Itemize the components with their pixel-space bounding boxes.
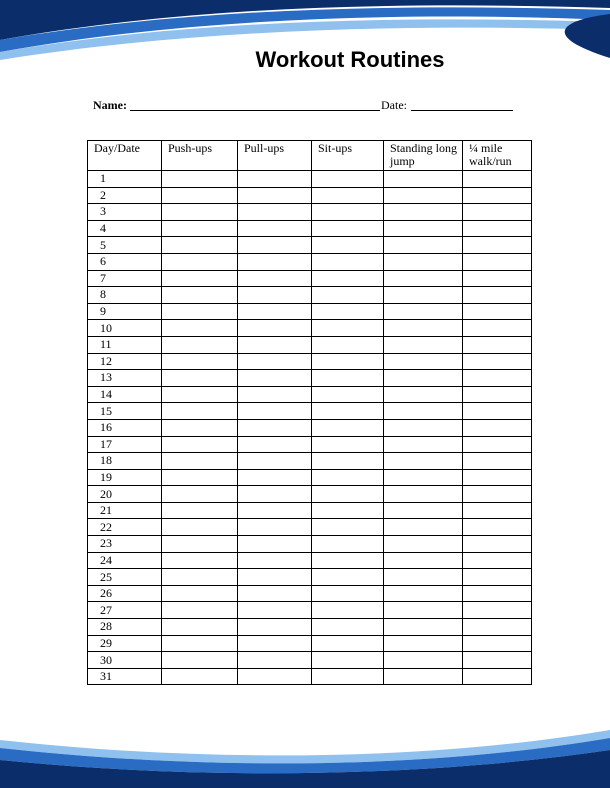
day-number-cell: 13 <box>88 370 162 387</box>
quarter-mile-cell[interactable] <box>463 469 532 486</box>
pull-ups-cell[interactable] <box>238 237 312 254</box>
day-number-cell: 23 <box>88 536 162 553</box>
table-row <box>88 353 532 370</box>
standing-long-jump-cell[interactable] <box>384 336 463 353</box>
table-row <box>88 619 532 636</box>
push-ups-cell[interactable] <box>162 403 238 420</box>
standing-long-jump-cell[interactable] <box>384 353 463 370</box>
header-day-date: Day/Date <box>88 141 162 171</box>
quarter-mile-cell[interactable] <box>463 336 532 353</box>
day-number-cell: 26 <box>88 585 162 602</box>
standing-long-jump-cell[interactable] <box>384 320 463 337</box>
push-ups-cell[interactable] <box>162 536 238 553</box>
day-number-cell: 14 <box>88 386 162 403</box>
sit-ups-cell[interactable] <box>312 171 384 188</box>
standing-long-jump-cell[interactable] <box>384 635 463 652</box>
sit-ups-cell[interactable] <box>312 204 384 221</box>
sit-ups-cell[interactable] <box>312 668 384 685</box>
standing-long-jump-cell[interactable] <box>384 204 463 221</box>
quarter-mile-cell[interactable] <box>463 453 532 470</box>
standing-long-jump-cell[interactable] <box>384 403 463 420</box>
workout-log-table <box>87 140 532 685</box>
pull-ups-cell[interactable] <box>238 187 312 204</box>
push-ups-cell[interactable] <box>162 220 238 237</box>
pull-ups-cell[interactable] <box>238 287 312 304</box>
sit-ups-cell[interactable] <box>312 652 384 669</box>
pull-ups-cell[interactable] <box>238 453 312 470</box>
pull-ups-cell[interactable] <box>238 386 312 403</box>
push-ups-cell[interactable] <box>162 336 238 353</box>
table-row <box>88 469 532 486</box>
push-ups-cell[interactable] <box>162 187 238 204</box>
sit-ups-cell[interactable] <box>312 436 384 453</box>
table-row <box>88 569 532 586</box>
day-number-cell: 19 <box>88 469 162 486</box>
push-ups-cell[interactable] <box>162 453 238 470</box>
push-ups-cell[interactable] <box>162 253 238 270</box>
quarter-mile-cell[interactable] <box>463 569 532 586</box>
sit-ups-cell[interactable] <box>312 602 384 619</box>
day-number-cell: 22 <box>88 519 162 536</box>
day-number-cell: 27 <box>88 602 162 619</box>
standing-long-jump-cell[interactable] <box>384 469 463 486</box>
sit-ups-cell[interactable] <box>312 336 384 353</box>
sit-ups-cell[interactable] <box>312 585 384 602</box>
table-row <box>88 237 532 254</box>
sit-ups-cell[interactable] <box>312 253 384 270</box>
quarter-mile-cell[interactable] <box>463 403 532 420</box>
sit-ups-cell[interactable] <box>312 303 384 320</box>
push-ups-cell[interactable] <box>162 320 238 337</box>
push-ups-cell[interactable] <box>162 635 238 652</box>
push-ups-cell[interactable] <box>162 270 238 287</box>
sit-ups-cell[interactable] <box>312 619 384 636</box>
day-number-cell: 9 <box>88 303 162 320</box>
day-number-cell: 29 <box>88 635 162 652</box>
pull-ups-cell[interactable] <box>238 336 312 353</box>
pull-ups-cell[interactable] <box>238 602 312 619</box>
standing-long-jump-cell[interactable] <box>384 436 463 453</box>
pull-ups-cell[interactable] <box>238 635 312 652</box>
day-number-cell: 4 <box>88 220 162 237</box>
header-pull-ups: Pull-ups <box>238 141 312 171</box>
standing-long-jump-cell[interactable] <box>384 220 463 237</box>
day-number-cell: 12 <box>88 353 162 370</box>
pull-ups-cell[interactable] <box>238 204 312 221</box>
push-ups-cell[interactable] <box>162 303 238 320</box>
day-number-cell: 5 <box>88 237 162 254</box>
quarter-mile-cell[interactable] <box>463 502 532 519</box>
quarter-mile-cell[interactable] <box>463 171 532 188</box>
quarter-mile-cell[interactable] <box>463 253 532 270</box>
push-ups-cell[interactable] <box>162 486 238 503</box>
day-number-cell: 2 <box>88 187 162 204</box>
quarter-mile-cell[interactable] <box>463 486 532 503</box>
day-number-cell: 1 <box>88 171 162 188</box>
pull-ups-cell[interactable] <box>238 469 312 486</box>
push-ups-cell[interactable] <box>162 469 238 486</box>
pull-ups-cell[interactable] <box>238 171 312 188</box>
table-row <box>88 270 532 287</box>
day-number-cell: 15 <box>88 403 162 420</box>
day-number-cell: 25 <box>88 569 162 586</box>
standing-long-jump-cell[interactable] <box>384 502 463 519</box>
pull-ups-cell[interactable] <box>238 270 312 287</box>
quarter-mile-cell[interactable] <box>463 652 532 669</box>
standing-long-jump-cell[interactable] <box>384 187 463 204</box>
name-field-line[interactable] <box>130 110 380 111</box>
day-number-cell: 7 <box>88 270 162 287</box>
sit-ups-cell[interactable] <box>312 220 384 237</box>
day-number-cell: 24 <box>88 552 162 569</box>
push-ups-cell[interactable] <box>162 652 238 669</box>
table-row <box>88 336 532 353</box>
push-ups-cell[interactable] <box>162 585 238 602</box>
standing-long-jump-cell[interactable] <box>384 486 463 503</box>
date-label: Date: <box>381 98 407 112</box>
table-row <box>88 652 532 669</box>
day-number-cell: 3 <box>88 204 162 221</box>
sit-ups-cell[interactable] <box>312 635 384 652</box>
pull-ups-cell[interactable] <box>238 370 312 387</box>
quarter-mile-cell[interactable] <box>463 320 532 337</box>
header-sit-ups: Sit-ups <box>312 141 384 171</box>
standing-long-jump-cell[interactable] <box>384 237 463 254</box>
table-row <box>88 502 532 519</box>
quarter-mile-cell[interactable] <box>463 270 532 287</box>
sit-ups-cell[interactable] <box>312 403 384 420</box>
day-number-cell: 6 <box>88 253 162 270</box>
standing-long-jump-cell[interactable] <box>384 552 463 569</box>
quarter-mile-cell[interactable] <box>463 287 532 304</box>
sit-ups-cell[interactable] <box>312 453 384 470</box>
sit-ups-cell[interactable] <box>312 569 384 586</box>
table-body <box>88 171 532 685</box>
header-push-ups: Push-ups <box>162 141 238 171</box>
standing-long-jump-cell[interactable] <box>384 386 463 403</box>
table-row <box>88 668 532 685</box>
standing-long-jump-cell[interactable] <box>384 253 463 270</box>
pull-ups-cell[interactable] <box>238 353 312 370</box>
pull-ups-cell[interactable] <box>238 668 312 685</box>
day-number-cell: 11 <box>88 336 162 353</box>
quarter-mile-cell[interactable] <box>463 619 532 636</box>
quarter-mile-cell[interactable] <box>463 668 532 685</box>
quarter-mile-cell[interactable] <box>463 602 532 619</box>
pull-ups-cell[interactable] <box>238 502 312 519</box>
sit-ups-cell[interactable] <box>312 370 384 387</box>
sit-ups-cell[interactable] <box>312 486 384 503</box>
standing-long-jump-cell[interactable] <box>384 270 463 287</box>
day-number-cell: 10 <box>88 320 162 337</box>
pull-ups-cell[interactable] <box>238 569 312 586</box>
table-row <box>88 486 532 503</box>
sit-ups-cell[interactable] <box>312 552 384 569</box>
day-number-cell: 31 <box>88 668 162 685</box>
push-ups-cell[interactable] <box>162 552 238 569</box>
sit-ups-cell[interactable] <box>312 469 384 486</box>
day-number-cell: 30 <box>88 652 162 669</box>
date-field-line[interactable] <box>411 110 513 111</box>
name-label: Name: <box>93 98 127 112</box>
pull-ups-cell[interactable] <box>238 552 312 569</box>
push-ups-cell[interactable] <box>162 370 238 387</box>
push-ups-cell[interactable] <box>162 519 238 536</box>
standing-long-jump-cell[interactable] <box>384 536 463 553</box>
day-number-cell: 18 <box>88 453 162 470</box>
push-ups-cell[interactable] <box>162 668 238 685</box>
table-header-row <box>88 141 532 171</box>
bottom-swoosh-decoration <box>0 718 610 788</box>
push-ups-cell[interactable] <box>162 386 238 403</box>
quarter-mile-cell[interactable] <box>463 204 532 221</box>
push-ups-cell[interactable] <box>162 419 238 436</box>
quarter-mile-cell[interactable] <box>463 386 532 403</box>
table-row <box>88 370 532 387</box>
quarter-mile-cell[interactable] <box>463 635 532 652</box>
push-ups-cell[interactable] <box>162 436 238 453</box>
quarter-mile-cell[interactable] <box>463 585 532 602</box>
pull-ups-cell[interactable] <box>238 519 312 536</box>
standing-long-jump-cell[interactable] <box>384 370 463 387</box>
pull-ups-cell[interactable] <box>238 303 312 320</box>
sit-ups-cell[interactable] <box>312 353 384 370</box>
sit-ups-cell[interactable] <box>312 270 384 287</box>
standing-long-jump-cell[interactable] <box>384 453 463 470</box>
sit-ups-cell[interactable] <box>312 320 384 337</box>
day-number-cell: 21 <box>88 502 162 519</box>
standing-long-jump-cell[interactable] <box>384 287 463 304</box>
sit-ups-cell[interactable] <box>312 419 384 436</box>
table-row <box>88 403 532 420</box>
standing-long-jump-cell[interactable] <box>384 652 463 669</box>
quarter-mile-cell[interactable] <box>463 237 532 254</box>
quarter-mile-cell[interactable] <box>463 552 532 569</box>
quarter-mile-cell[interactable] <box>463 353 532 370</box>
standing-long-jump-cell[interactable] <box>384 519 463 536</box>
table-row <box>88 220 532 237</box>
quarter-mile-cell[interactable] <box>463 370 532 387</box>
day-number-cell: 8 <box>88 287 162 304</box>
table-row <box>88 602 532 619</box>
push-ups-cell[interactable] <box>162 237 238 254</box>
push-ups-cell[interactable] <box>162 619 238 636</box>
table-row <box>88 585 532 602</box>
sit-ups-cell[interactable] <box>312 519 384 536</box>
pull-ups-cell[interactable] <box>238 220 312 237</box>
standing-long-jump-cell[interactable] <box>384 303 463 320</box>
sit-ups-cell[interactable] <box>312 536 384 553</box>
day-number-cell: 16 <box>88 419 162 436</box>
standing-long-jump-cell[interactable] <box>384 171 463 188</box>
pull-ups-cell[interactable] <box>238 652 312 669</box>
standing-long-jump-cell[interactable] <box>384 668 463 685</box>
sit-ups-cell[interactable] <box>312 386 384 403</box>
header-quarter-mile: ¼ mile walk/run <box>463 141 532 171</box>
standing-long-jump-cell[interactable] <box>384 619 463 636</box>
pull-ups-cell[interactable] <box>238 419 312 436</box>
table-row <box>88 303 532 320</box>
pull-ups-cell[interactable] <box>238 619 312 636</box>
sit-ups-cell[interactable] <box>312 237 384 254</box>
pull-ups-cell[interactable] <box>238 536 312 553</box>
quarter-mile-cell[interactable] <box>463 220 532 237</box>
table-row <box>88 204 532 221</box>
pull-ups-cell[interactable] <box>238 436 312 453</box>
push-ups-cell[interactable] <box>162 602 238 619</box>
table-row <box>88 552 532 569</box>
pull-ups-cell[interactable] <box>238 253 312 270</box>
table-row <box>88 419 532 436</box>
quarter-mile-cell[interactable] <box>463 419 532 436</box>
push-ups-cell[interactable] <box>162 287 238 304</box>
quarter-mile-cell[interactable] <box>463 436 532 453</box>
table-row <box>88 320 532 337</box>
sit-ups-cell[interactable] <box>312 187 384 204</box>
pull-ups-cell[interactable] <box>238 585 312 602</box>
push-ups-cell[interactable] <box>162 353 238 370</box>
pull-ups-cell[interactable] <box>238 320 312 337</box>
page-title: Workout Routines <box>255 47 445 72</box>
table-row <box>88 187 532 204</box>
table-row <box>88 253 532 270</box>
standing-long-jump-cell[interactable] <box>384 602 463 619</box>
standing-long-jump-cell[interactable] <box>384 585 463 602</box>
push-ups-cell[interactable] <box>162 502 238 519</box>
push-ups-cell[interactable] <box>162 569 238 586</box>
pull-ups-cell[interactable] <box>238 403 312 420</box>
pull-ups-cell[interactable] <box>238 486 312 503</box>
standing-long-jump-cell[interactable] <box>384 569 463 586</box>
table-row <box>88 635 532 652</box>
quarter-mile-cell[interactable] <box>463 519 532 536</box>
standing-long-jump-cell[interactable] <box>384 419 463 436</box>
day-number-cell: 28 <box>88 619 162 636</box>
table-row <box>88 453 532 470</box>
quarter-mile-cell[interactable] <box>463 536 532 553</box>
table-row <box>88 386 532 403</box>
sit-ups-cell[interactable] <box>312 502 384 519</box>
table-row <box>88 436 532 453</box>
quarter-mile-cell[interactable] <box>463 187 532 204</box>
push-ups-cell[interactable] <box>162 204 238 221</box>
day-number-cell: 20 <box>88 486 162 503</box>
quarter-mile-cell[interactable] <box>463 303 532 320</box>
table-row <box>88 171 532 188</box>
header-standing-long-jump: Standing long jump <box>384 141 463 171</box>
table-row <box>88 287 532 304</box>
table-row <box>88 519 532 536</box>
sit-ups-cell[interactable] <box>312 287 384 304</box>
day-number-cell: 17 <box>88 436 162 453</box>
push-ups-cell[interactable] <box>162 171 238 188</box>
table-row <box>88 536 532 553</box>
